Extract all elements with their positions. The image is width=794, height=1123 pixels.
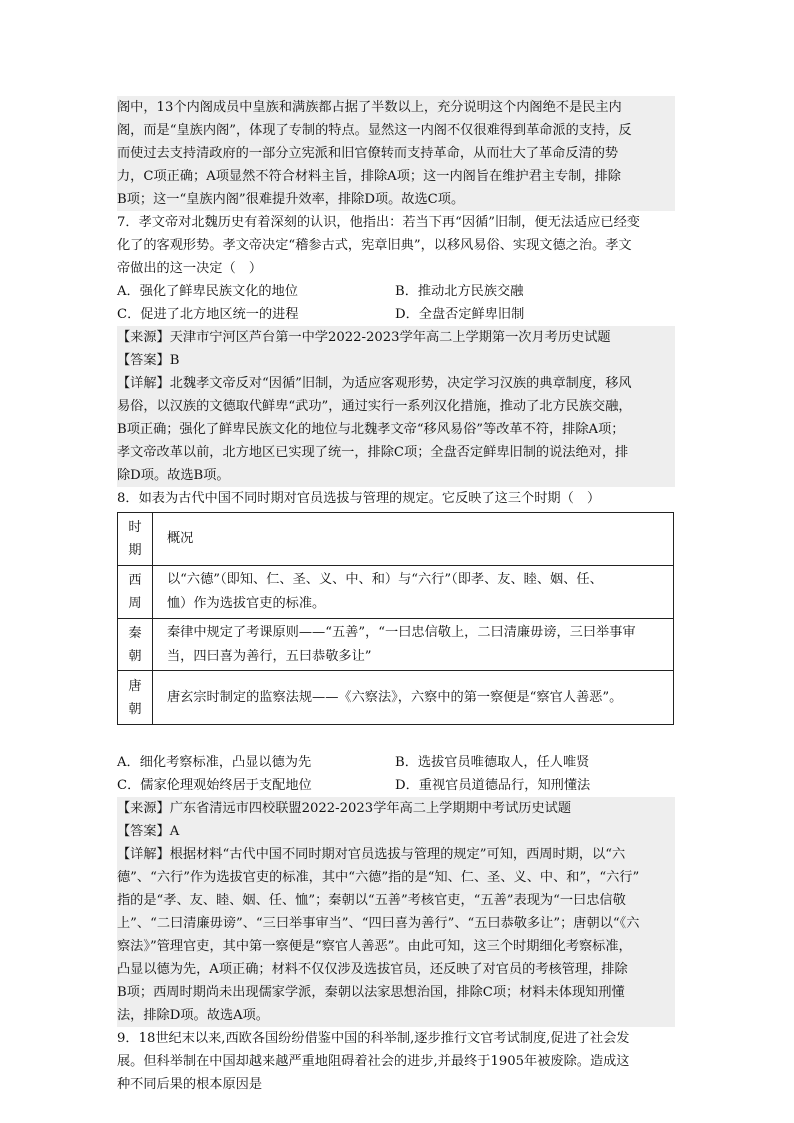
desc-cell — [153, 671, 674, 725]
desc-line: 秦律中规定了考课原则——“五善”，“一曰忠信敬上，二曰清廉毋谤，三曰举事审 — [167, 624, 636, 640]
q8-detail-line: 上”、“二曰清廉毋谤”、“三曰举事审当”、“四曰喜为善行”、“五曰恭敬多让”；唐朝以“《六 — [117, 916, 640, 931]
q8-detail-line: 凸显以德为先，A项正确；材料不仅仅涉及选拔官员，还反映了对官员的考核管理，排除 — [117, 962, 628, 977]
prev-explanation-block — [117, 96, 675, 211]
q7-detail-line: 除D项。故选B项。 — [117, 468, 230, 483]
q7-option-d: D．全盘否定鲜卑旧制 — [395, 307, 525, 322]
prev-explanation-line: 阁，而是“皇族内阁”，体现了专制的特点。显然这一内阁不仅很难得到革命派的支持，反 — [117, 123, 632, 138]
q8-option-a: A．细化考察标准，凸显以德为先 — [117, 755, 312, 770]
question-7 — [117, 211, 675, 487]
q8-option-c: C．儒家伦理观始终居于支配地位 — [117, 778, 312, 793]
q8-options-row-1 — [117, 751, 675, 774]
period-char: 周 — [128, 596, 142, 611]
period-cell — [118, 671, 153, 725]
period-cell — [118, 566, 153, 619]
desc-header-label: 概况 — [167, 531, 194, 546]
q7-detail-line: 易俗，以汉族的文德取代鲜卑“武功”，通过实行一系列汉化措施，推动了北方民族交融， — [117, 399, 632, 414]
q7-solution-block — [117, 326, 675, 487]
q8-options-row-2 — [117, 774, 675, 797]
document-page — [117, 96, 675, 1096]
desc-line: 当，四曰喜为善行，五曰恭敬多让” — [167, 648, 372, 664]
q7-options-row-1 — [117, 280, 675, 303]
desc-cell — [153, 619, 674, 671]
q8-detail-line: 指的是“孝、友、睦、姻、任、恤”；秦朝以“五善”考核官吏，“五善”表现为“一曰忠信敬 — [117, 893, 626, 908]
q8-detail-line: B项；西周时期尚未出现儒家学派，秦朝以法家思想治国，排除C项；材料未体现知刑懂 — [117, 985, 625, 1000]
q8-option-b: B．选拔官员唯德取人，任人唯贤 — [395, 755, 590, 770]
table-row — [118, 619, 674, 671]
table-spacer — [117, 725, 675, 751]
period-char: 朝 — [128, 701, 142, 717]
q8-stem: 8．如表为古代中国不同时期对官员选拔与管理的规定。它反映了这三个时期（ ） — [117, 491, 601, 506]
q7-option-b: B．推动北方民族交融 — [395, 284, 524, 299]
desc-cell — [153, 566, 674, 619]
period-char: 朝 — [128, 648, 142, 664]
question-8 — [117, 487, 675, 1027]
q8-solution-block — [117, 797, 675, 1027]
desc-line: 恤）作为选拔官吏的标准。 — [167, 596, 326, 611]
q7-stem-line: 7．孝文帝对北魏历史有着深刻的认识，他指出：若当下再“因循”旧制，便无法适应已经变 — [117, 215, 640, 230]
desc-header-cell — [153, 513, 674, 566]
q7-answer: 【答案】B — [117, 353, 180, 368]
prev-explanation-line: 而使过去支持清政府的一部分立宪派和旧官僚转而支持革命，从而壮大了革命反清的势 — [117, 146, 619, 161]
table-row — [118, 566, 674, 619]
table-row — [118, 671, 674, 725]
q9-stem-line: 种不同后果的根本原因是 — [117, 1077, 263, 1092]
prev-explanation-line: 阁中，13个内阁成员中皇族和满族都占据了半数以上，充分说明这个内阁绝不是民主内 — [117, 100, 622, 115]
q7-source: 【来源】天津市宁河区芦台第一中学2022-2023学年高二上学期第一次月考历史试题 — [117, 330, 611, 345]
q8-detail-line: 【详解】根据材料“古代中国不同时期对官员选拔与管理的规定”可知，西周时期，以“六 — [117, 847, 626, 862]
period-char: 唐 — [128, 678, 142, 694]
q8-table — [117, 512, 674, 725]
q7-option-c: C．促进了北方地区统一的进程 — [117, 307, 299, 322]
q8-answer: 【答案】A — [117, 824, 180, 839]
q7-stem-line: 化了的客观形势。孝文帝决定“稽参古式，宪章旧典”，以移风易俗、实现文德之治。孝文 — [117, 238, 632, 253]
desc-line: 唐玄宗时制定的监察法规——《六察法》，六察中的第一察便是“察官人善恶”。 — [167, 689, 623, 705]
prev-explanation-line: 力，C项正确；A项显然不符合材料主旨，排除A项；这一内阁旨在维护君主专制，排除 — [117, 169, 621, 184]
period-header-char: 时 — [128, 520, 142, 535]
q7-detail-line: B项正确；强化了鲜卑民族文化的地位与北魏孝文帝“移风易俗”等改革不符，排除A项； — [117, 422, 625, 437]
q8-detail-line: 察法》”管理官吏，其中第一察便是“察官人善恶”。由此可知，这三个时期细化考察标准， — [117, 939, 632, 954]
period-cell — [118, 619, 153, 671]
q8-detail-line: 法，排除D项。故选A项。 — [117, 1008, 269, 1023]
q7-options-row-2 — [117, 303, 675, 326]
question-9 — [117, 1027, 675, 1096]
prev-explanation-line: B项；这一“皇族内阁”很难提升效率，排除D项。故选C项。 — [117, 192, 465, 207]
period-char: 西 — [128, 573, 142, 588]
desc-line: 以“六德”（即知、仁、圣、义、中、和）与“六行”（即孝、友、睦、姻、任、 — [167, 572, 603, 587]
period-header-char: 期 — [128, 543, 142, 558]
q9-stem-line: 展。但科举制在中国却越来越严重地阻碍着社会的进步,并最终于1905年被废除。造成这 — [117, 1054, 630, 1069]
q9-stem-line: 9．18世纪末以来,西欧各国纷纷借鉴中国的科举制,逐步推行文官考试制度,促进了社会发 — [117, 1031, 630, 1046]
q7-detail-line: 【详解】北魏孝文帝反对“因循”旧制，为适应客观形势，决定学习汉族的典章制度，移风 — [117, 376, 632, 391]
q8-source: 【来源】广东省清远市四校联盟2022-2023学年高二上学期期中考试历史试题 — [117, 801, 572, 816]
q7-stem-line: 帝做出的这一决定（ ） — [117, 261, 263, 276]
q8-detail-line: 德”、“六行”作为选拔官吏的标准，其中“六德”指的是“知、仁、圣、义、中、和”，“六行” — [117, 870, 640, 885]
q8-table-header — [118, 513, 674, 566]
period-header-cell — [118, 513, 153, 566]
period-char: 秦 — [128, 625, 142, 641]
q8-option-d: D．重视官员道德品行，知刑懂法 — [395, 778, 591, 793]
q7-option-a: A．强化了鲜卑民族文化的地位 — [117, 284, 298, 299]
q7-detail-line: 孝文帝改革以前，北方地区已实现了统一，排除C项；全盘否定鲜卑旧制的说法绝对，排 — [117, 445, 629, 460]
